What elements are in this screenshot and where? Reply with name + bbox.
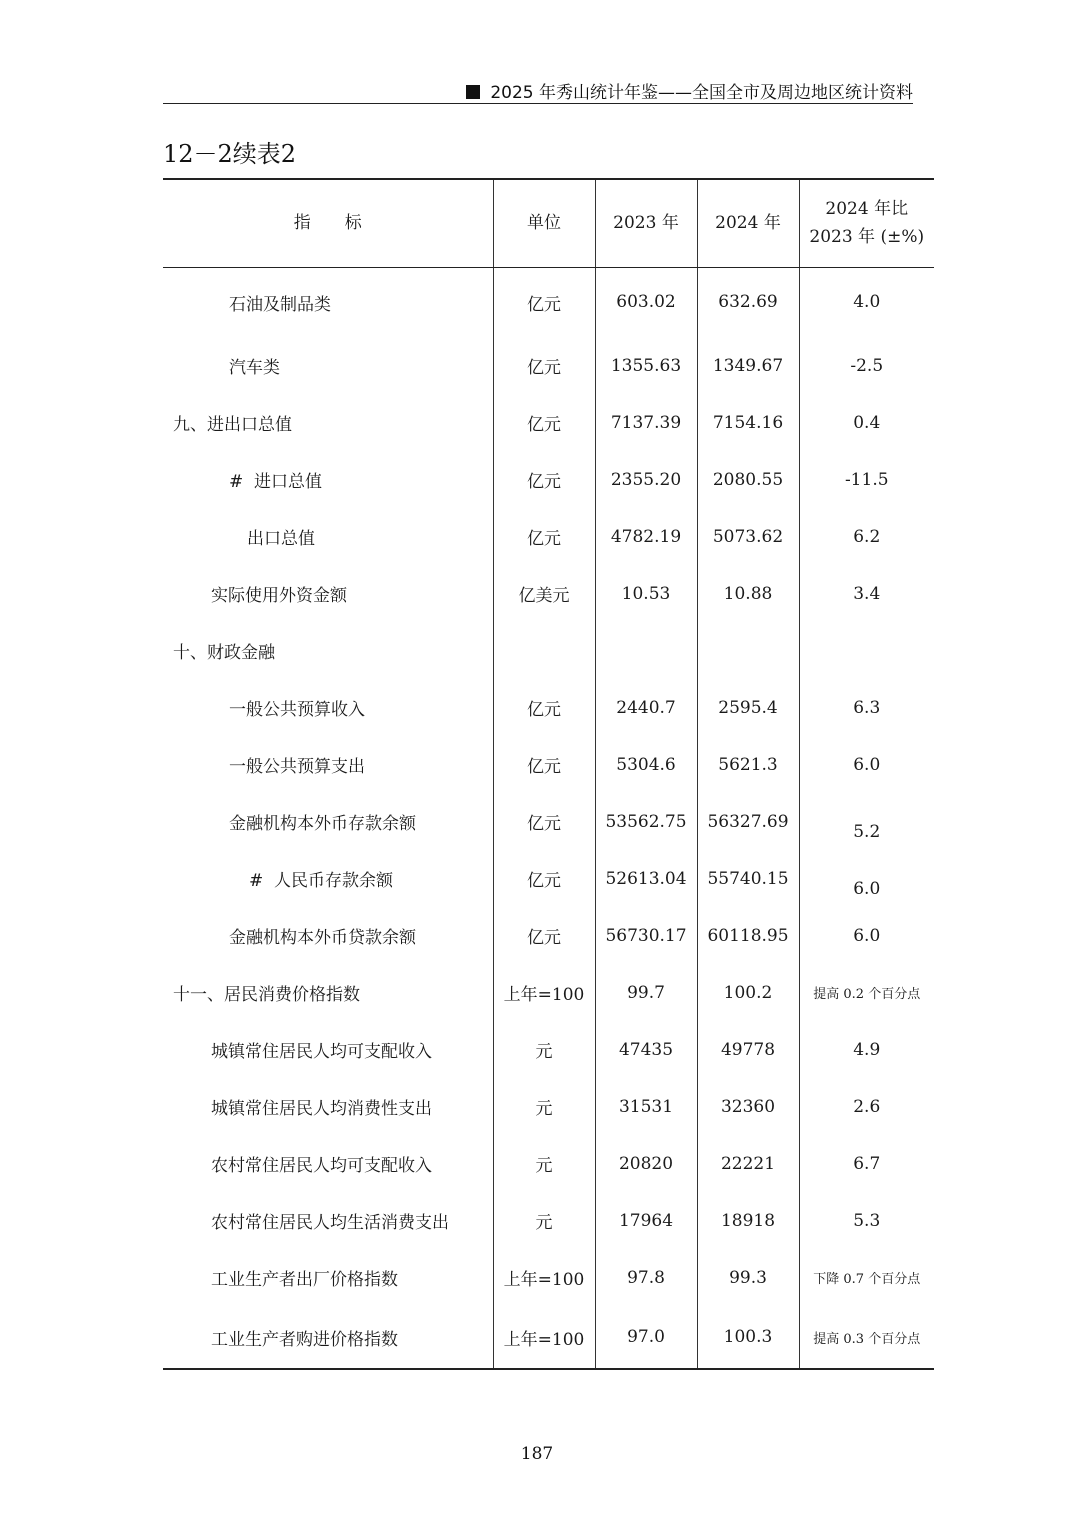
row-2023: 2355.20	[595, 451, 697, 508]
row-unit: 上年=100	[493, 1249, 595, 1306]
row-change: 6.3	[853, 697, 881, 718]
row-change: 6.7	[853, 1153, 881, 1174]
row-2023: 99.7	[595, 964, 697, 1021]
row-label: 一般公共预算收入	[163, 679, 493, 736]
row-label: 农村常住居民人均可支配收入	[163, 1135, 493, 1192]
row-2023: 4782.19	[595, 508, 697, 565]
statistics-table	[163, 178, 934, 1370]
row-change: 4.0	[853, 292, 881, 313]
table-row	[163, 964, 934, 1021]
row-label: 农村常住居民人均生活消费支出	[163, 1192, 493, 1249]
row-change: 6.0	[853, 925, 881, 946]
row-change: 3.4	[853, 583, 881, 604]
row-label: 十一、居民消费价格指数	[163, 964, 493, 1021]
header-title: 2025 年秀山统计年鉴——全国全市及周边地区统计资料	[490, 83, 913, 103]
row-label: # 进口总值	[163, 451, 493, 508]
row-2023: 5304.6	[595, 736, 697, 793]
row-2024: 99.3	[697, 1249, 799, 1306]
row-label: 城镇常住居民人均消费性支出	[163, 1078, 493, 1135]
row-label: 实际使用外资金额	[163, 565, 493, 622]
table-row	[163, 565, 934, 622]
row-2024: 55740.15	[697, 850, 799, 907]
table-row	[163, 622, 934, 679]
black-square-icon	[466, 85, 480, 99]
row-2023: 10.53	[595, 565, 697, 622]
table-row	[163, 907, 934, 964]
table-title: 12－2续表2	[163, 140, 297, 168]
row-change: -11.5	[844, 469, 889, 490]
row-label: 十、财政金融	[163, 622, 493, 679]
row-unit: 元	[493, 1078, 595, 1135]
row-change: 2.6	[853, 1096, 881, 1117]
row-change	[799, 622, 934, 679]
table-row	[163, 1021, 934, 1078]
table-row	[163, 451, 934, 508]
row-unit: 亿元	[493, 793, 595, 850]
table-row	[163, 793, 934, 850]
table-row	[163, 850, 934, 907]
row-change: 6.0	[853, 754, 881, 775]
table-row	[163, 508, 934, 565]
row-unit: 元	[493, 1192, 595, 1249]
table-row	[163, 1078, 934, 1135]
row-unit: 亿元	[493, 394, 595, 451]
table-header-row	[163, 179, 934, 267]
table-row	[163, 1249, 934, 1306]
table-row	[163, 337, 934, 394]
row-unit: 亿元	[493, 508, 595, 565]
row-change: 0.4	[853, 412, 881, 433]
row-unit: 上年=100	[493, 1306, 595, 1369]
row-unit: 亿元	[493, 679, 595, 736]
row-2023: 56730.17	[595, 907, 697, 964]
row-2023: 17964	[595, 1192, 697, 1249]
row-2023: 1355.63	[595, 337, 697, 394]
row-2024: 56327.69	[697, 793, 799, 850]
row-2024: 60118.95	[697, 907, 799, 964]
row-unit: 亿元	[493, 850, 595, 907]
row-label: 一般公共预算支出	[163, 736, 493, 793]
row-2023: 603.02	[595, 267, 697, 337]
row-2023: 2440.7	[595, 679, 697, 736]
row-2024: 2080.55	[697, 451, 799, 508]
table-row	[163, 394, 934, 451]
row-2023: 20820	[595, 1135, 697, 1192]
row-change: 6.0	[853, 878, 881, 899]
row-change: -2.5	[850, 355, 884, 376]
page-number: 187	[520, 1444, 554, 1464]
row-label: # 人民币存款余额	[163, 850, 493, 907]
row-unit: 亿美元	[493, 565, 595, 622]
table-row	[163, 1192, 934, 1249]
header-indicator: 指 标	[163, 179, 493, 267]
table-row	[163, 736, 934, 793]
row-2023	[595, 622, 697, 679]
row-unit: 亿元	[493, 907, 595, 964]
row-2024: 5073.62	[697, 508, 799, 565]
row-unit: 亿元	[493, 736, 595, 793]
row-2023: 52613.04	[595, 850, 697, 907]
row-2024: 7154.16	[697, 394, 799, 451]
row-2024: 2595.4	[697, 679, 799, 736]
row-2023: 47435	[595, 1021, 697, 1078]
row-unit: 上年=100	[493, 964, 595, 1021]
row-2024: 100.2	[697, 964, 799, 1021]
row-2023: 31531	[595, 1078, 697, 1135]
row-2023: 97.0	[595, 1306, 697, 1369]
row-change: 提高 0.3 个百分点	[799, 1306, 934, 1369]
row-label: 汽车类	[163, 337, 493, 394]
table-row	[163, 1306, 934, 1369]
row-change: 6.2	[853, 526, 881, 547]
row-2024: 10.88	[697, 565, 799, 622]
row-change: 4.9	[853, 1039, 881, 1060]
header-change	[799, 179, 934, 267]
row-change: 5.2	[853, 821, 881, 842]
row-2024	[697, 622, 799, 679]
row-label: 城镇常住居民人均可支配收入	[163, 1021, 493, 1078]
row-label: 石油及制品类	[163, 267, 493, 337]
row-2023: 7137.39	[595, 394, 697, 451]
row-unit	[493, 622, 595, 679]
table-row	[163, 267, 934, 337]
row-unit: 亿元	[493, 267, 595, 337]
header-change-line2: 2023 年 (±%)	[809, 227, 925, 248]
header-2024: 2024 年	[697, 179, 799, 267]
header-unit: 单位	[493, 179, 595, 267]
row-2024: 22221	[697, 1135, 799, 1192]
table-row	[163, 1135, 934, 1192]
row-2024: 49778	[697, 1021, 799, 1078]
row-2024: 100.3	[697, 1306, 799, 1369]
row-2024: 32360	[697, 1078, 799, 1135]
running-header	[163, 76, 913, 104]
row-2024: 632.69	[697, 267, 799, 337]
row-change: 5.3	[853, 1210, 881, 1231]
row-unit: 亿元	[493, 337, 595, 394]
header-2023: 2023 年	[595, 179, 697, 267]
row-label: 九、进出口总值	[163, 394, 493, 451]
row-2023: 97.8	[595, 1249, 697, 1306]
row-2023: 53562.75	[595, 793, 697, 850]
row-2024: 18918	[697, 1192, 799, 1249]
row-2024: 1349.67	[697, 337, 799, 394]
running-header-text	[466, 78, 913, 103]
table-row	[163, 679, 934, 736]
row-unit: 元	[493, 1135, 595, 1192]
row-unit: 元	[493, 1021, 595, 1078]
row-change: 提高 0.2 个百分点	[813, 987, 921, 1002]
row-label: 金融机构本外币存款余额	[163, 793, 493, 850]
row-label: 金融机构本外币贷款余额	[163, 907, 493, 964]
row-unit: 亿元	[493, 451, 595, 508]
row-2024: 5621.3	[697, 736, 799, 793]
row-change: 下降 0.7 个百分点	[813, 1272, 921, 1287]
row-label: 出口总值	[163, 508, 493, 565]
header-change-line1: 2024 年比	[825, 199, 909, 220]
row-label: 工业生产者出厂价格指数	[163, 1249, 493, 1306]
row-label: 工业生产者购进价格指数	[163, 1306, 493, 1369]
